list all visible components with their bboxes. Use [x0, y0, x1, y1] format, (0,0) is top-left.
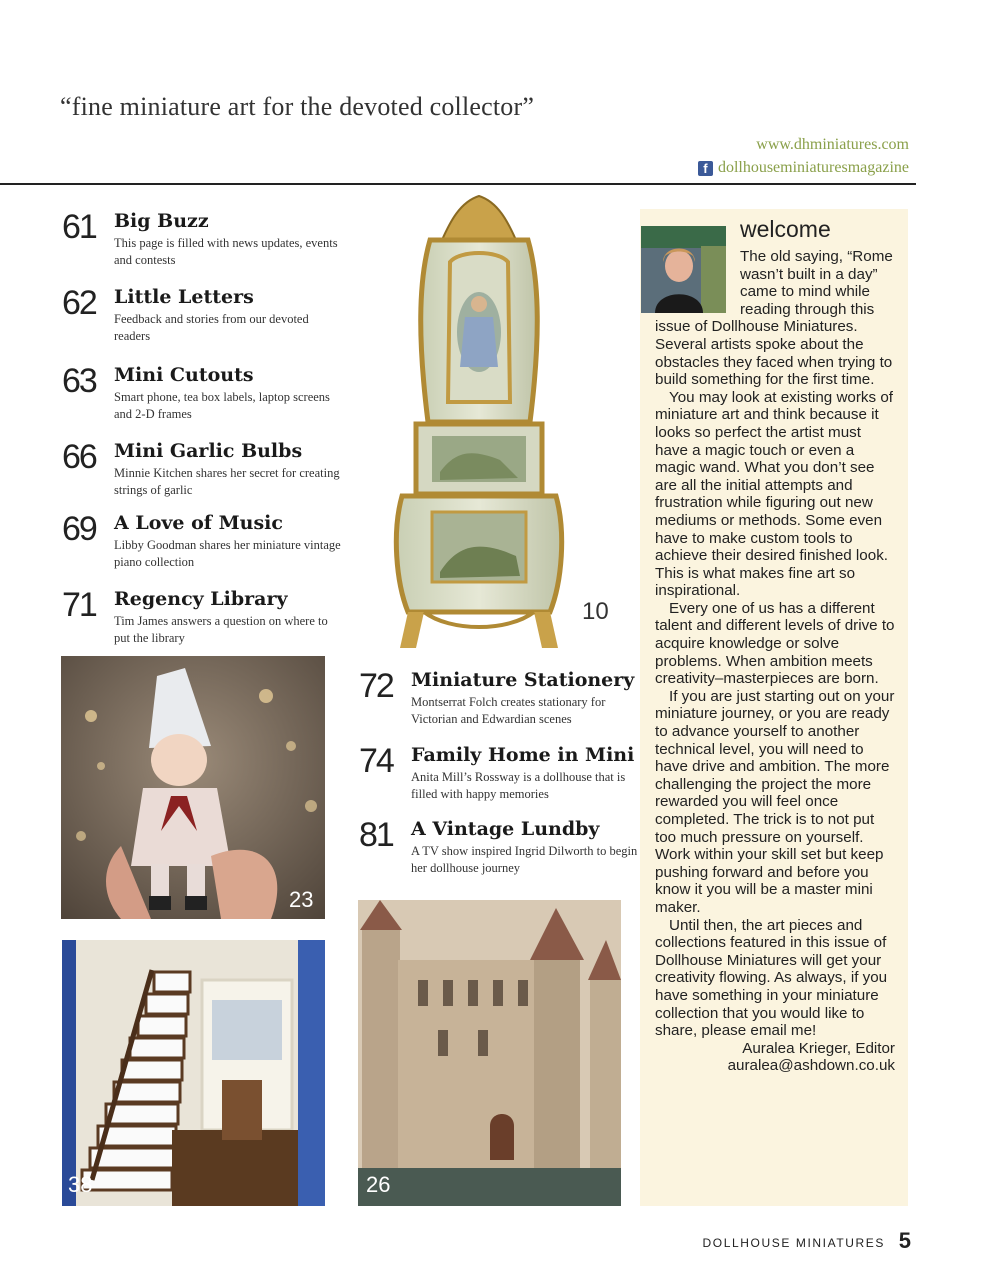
stairs-page-number: 38: [68, 1172, 93, 1197]
welcome-paragraph: If you are just starting out on your miniature journey, or you are ready to advance yourself to another technical level, you will need to have drive and ambition. The more challenging the project the more rewarded you will feel once completed. The trick is to not put too much pressure on yourself. Work within your skill set but keep pushing forward and before you know it you will be a master mini maker.: [655, 687, 895, 916]
secretary-page-number: 10: [582, 598, 609, 625]
welcome-paragraph: Every one of us has a different talent and different levels of drive to acquire knowledge or solve problems. When ambition meets creativity–masterpieces are born.: [655, 599, 895, 688]
editor-signature: Auralea Krieger, Editor: [742, 1039, 895, 1057]
website-link[interactable]: www.dhminiatures.com: [756, 136, 909, 153]
toc-page-number: 66: [62, 438, 96, 476]
toc-title: A Vintage Lundby: [411, 818, 600, 840]
toc-page-number: 61: [62, 208, 96, 246]
tagline: “fine miniature art for the devoted collector”: [60, 92, 535, 121]
toc-page-number: 62: [62, 284, 96, 322]
toc-description: Anita Mill’s Rossway is a dollhouse that is filled with happy memories: [411, 770, 626, 801]
toc-page-number: 74: [359, 742, 393, 780]
stairs-photo[interactable]: [62, 940, 325, 1206]
doll-page-number: 23: [289, 887, 314, 912]
footer-magazine-name: DOLLHOUSE MINIATURES: [702, 1236, 885, 1250]
header-rule: [0, 183, 916, 185]
toc-description: Minnie Kitchen shares her secret for creating strings of garlic: [114, 466, 340, 497]
toc-description: This page is filled with news updates, events and contests: [114, 236, 338, 267]
welcome-paragraph: Until then, the art pieces and collections featured in this issue of Dollhouse Miniatures will get your creativity flowing. As always, if you have something in your miniature collection that you would like to share, please email me!: [655, 916, 888, 1040]
toc-page-number: 69: [62, 510, 96, 548]
facebook-icon: f: [698, 161, 713, 176]
toc-title: Mini Cutouts: [114, 364, 254, 386]
editor-email[interactable]: auralea@ashdown.co.uk: [727, 1057, 895, 1075]
toc-title: Family Home in Mini: [411, 744, 635, 766]
welcome-title: welcome: [740, 216, 831, 242]
doll-photo[interactable]: [61, 656, 325, 919]
castle-photo[interactable]: [358, 900, 621, 1206]
toc-page-number: 81: [359, 816, 393, 854]
toc-description: Tim James answers a question on where to put the library: [114, 614, 328, 645]
castle-page-number: 26: [366, 1172, 391, 1197]
toc-description: Montserrat Folch creates stationary for Victorian and Edwardian scenes: [411, 695, 606, 726]
toc-description: Libby Goodman shares her miniature vintage piano collection: [114, 538, 341, 569]
page-number: 5: [898, 1228, 911, 1253]
toc-page-number: 63: [62, 362, 96, 400]
welcome-paragraph: You may look at existing works of miniature art and think because it looks so perfect the artist must have a magic touch or even a magic wand. What you don’t see are all the initial attempts and frustration while figuring out new mediums or methods. Some even have to make custom tools to achieve their desired finished look. This is what makes fine art so inspirational.: [655, 388, 893, 600]
welcome-body: [655, 248, 895, 1075]
toc-page-number: 71: [62, 586, 96, 624]
facebook-handle: dollhouseminiaturesmagazine: [717, 159, 909, 176]
welcome-paragraph: The old saying, “Rome wasn’t built in a day” came to mind while reading through this issue of Dollhouse Miniatures. Several artists spoke about the obstacles they faced when trying to build something for the first time.: [655, 248, 893, 389]
toc-description: A TV show inspired Ingrid Dilworth to begin her dollhouse journey: [411, 844, 638, 875]
toc-title: Little Letters: [114, 286, 254, 308]
toc-description: Smart phone, tea box labels, laptop screens and 2-D frames: [114, 390, 330, 421]
toc-title: A Love of Music: [114, 512, 283, 534]
toc-title: Big Buzz: [114, 210, 209, 232]
toc-title: Miniature Stationery: [411, 669, 635, 691]
toc-title: Regency Library: [114, 588, 288, 610]
toc-description: Feedback and stories from our devoted readers: [114, 312, 309, 343]
facebook-link[interactable]: [698, 159, 909, 177]
secretary-desk-photo[interactable]: [380, 192, 578, 652]
toc-page-number: 72: [359, 667, 393, 705]
toc-title: Mini Garlic Bulbs: [114, 440, 303, 462]
